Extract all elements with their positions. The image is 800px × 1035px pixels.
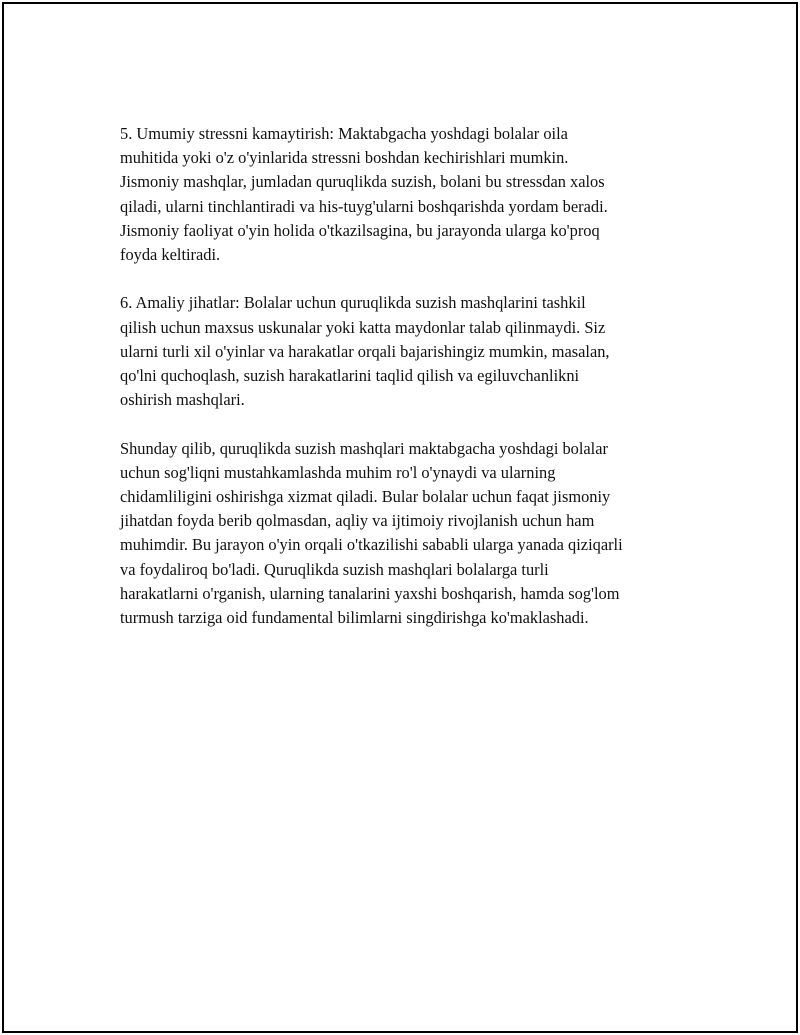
text-line: qilish uchun maxsus uskunalar yoki katta maydonlar talab qilinmaydi. Siz xyxy=(120,317,606,337)
text-line: 6. Amaliy jihatlar: Bolalar uchun quruqlikda suzish mashqlarini tashkil xyxy=(120,293,586,313)
text-line: oshirish mashqlari. xyxy=(120,390,245,410)
text-line: uchun sog'liqni mustahkamlashda muhim ro'l o'ynaydi va ularning xyxy=(120,462,556,482)
text-line: qo'lni quchoqlash, suzish harakatlarini taqlid qilish va egiluvchanlikni xyxy=(120,366,580,386)
paragraph-stress-reduction xyxy=(120,122,680,267)
text-line: chidamliligini oshirishga xizmat qiladi. Bular bolalar uchun faqat jismoniy xyxy=(120,487,611,507)
document-body xyxy=(120,122,680,654)
paragraph-practical-aspects xyxy=(120,291,680,412)
text-line: turmush tarziga oid fundamental bilimlarni singdirishga ko'maklashadi. xyxy=(120,608,589,628)
text-line: muhitida yoki o'z o'yinlarida stressni boshdan kechirishlari mumkin. xyxy=(120,148,569,168)
text-line: foyda keltiradi. xyxy=(120,245,221,265)
text-line: Jismoniy mashqlar, jumladan quruqlikda suzish, bolani bu stressdan xalos xyxy=(120,172,605,192)
text-line: jihatdan foyda berib qolmasdan, aqliy va ijtimoiy rivojlanish uchun ham xyxy=(120,511,595,531)
page-frame xyxy=(2,2,798,1033)
text-line: muhimdir. Bu jarayon o'yin orqali o'tkazilishi sababli ularga yanada qiziqarli xyxy=(120,535,623,555)
text-line: qiladi, ularni tinchlantiradi va his-tuyg'ularni boshqarishda yordam beradi. xyxy=(120,196,608,216)
text-line: va foydaliroq bo'ladi. Quruqlikda suzish mashqlari bolalarga turli xyxy=(120,559,549,579)
text-line: ularni turli xil o'yinlar va harakatlar orqali bajarishingiz mumkin, masalan, xyxy=(120,341,610,361)
paragraph-conclusion xyxy=(120,437,680,631)
text-line: 5. Umumiy stressni kamaytirish: Maktabgacha yoshdagi bolalar oila xyxy=(120,124,568,143)
text-line: Shunday qilib, quruqlikda suzish mashqlari maktabgacha yoshdagi bolalar xyxy=(120,438,608,458)
text-line: harakatlarni o'rganish, ularning tanalarini yaxshi boshqarish, hamda sog'lom xyxy=(120,583,620,603)
text-line: Jismoniy faoliyat o'yin holida o'tkazilsagina, bu jarayonda ularga ko'proq xyxy=(120,220,600,240)
